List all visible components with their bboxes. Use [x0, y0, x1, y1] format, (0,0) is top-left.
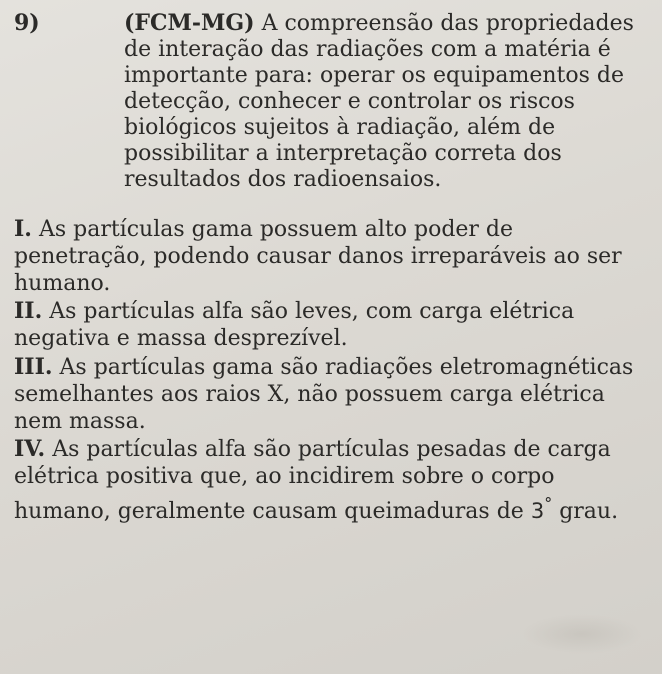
statement-numeral: II. [14, 298, 43, 325]
statement-1 [14, 216, 650, 297]
paper-smudge [522, 614, 642, 654]
statement-3 [14, 354, 650, 435]
statement-text: As partículas alfa são leves, com carga elétrica negativa e massa desprezível. [14, 299, 575, 352]
statement-text: As partículas gama possuem alto poder de penetração, podendo causar danos irreparáveis ao ser humano. [14, 217, 622, 296]
statement-text: As partículas gama são radiações eletromagnéticas semelhantes aos raios X, não possuem carga elétrica nem massa. [14, 354, 634, 434]
degree-symbol: ° [544, 493, 553, 513]
statement-text: As partículas alfa são partículas pesadas de carga elétrica positiva que, ao incidirem sobre o corpo humano, geralmente causam queimaduras de [14, 437, 611, 524]
degree-word: grau. [559, 498, 619, 524]
question-intro: A compreensão das propriedades de interação das radiações com a matéria é importante para: operar os equipamentos de detecção, conhecer e controlar os riscos biológicos sujeitos à radiação, além de possibilitar a interpretação correta dos resultados dos radioensaios. [124, 11, 634, 192]
question-intro-block [124, 10, 654, 193]
statement-4 [14, 436, 650, 525]
statement-2 [14, 298, 650, 353]
statements-list [14, 216, 650, 527]
degree-number: 3 [530, 498, 545, 523]
question-header [14, 10, 654, 193]
question-number: 9) [14, 10, 40, 36]
question-source: (FCM-MG) [124, 10, 255, 36]
statement-numeral: I. [14, 216, 32, 242]
statement-numeral: IV. [14, 436, 46, 463]
statement-numeral: III. [14, 353, 53, 380]
